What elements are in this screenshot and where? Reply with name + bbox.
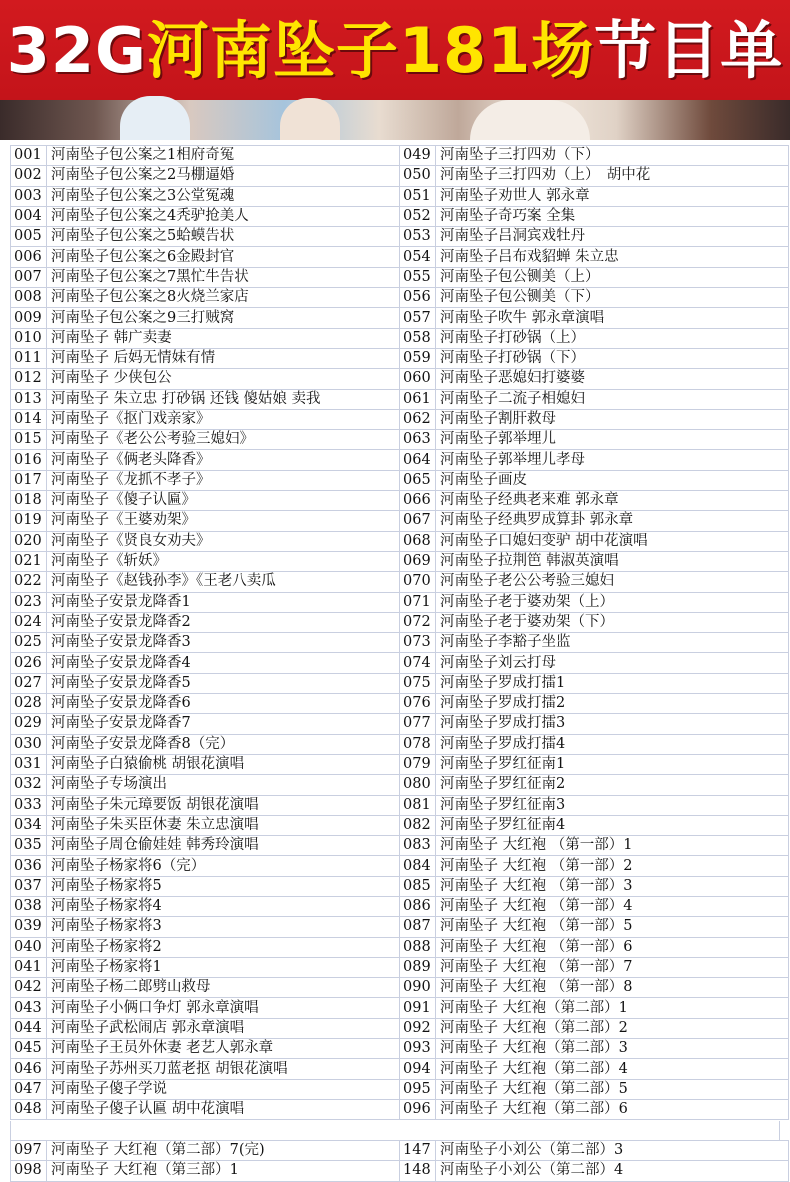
item-title-right: 河南坠子 大红袍（第二部）3 [436,1039,789,1059]
item-number-right: 063 [400,430,436,450]
item-number-right: 050 [400,166,436,186]
table-row [11,1079,789,1099]
item-number-left: 003 [11,186,47,206]
item-number-right: 051 [400,186,436,206]
table-row [11,896,789,916]
item-title-right: 河南坠子小刘公（第二部）4 [436,1161,789,1181]
table-row [11,470,789,490]
item-title-left: 河南坠子小俩口争灯 郭永章演唱 [47,998,400,1018]
table-row [11,389,789,409]
item-title-left: 河南坠子王员外休妻 老艺人郭永章 [47,1039,400,1059]
item-number-left: 022 [11,572,47,592]
item-number-left: 044 [11,1018,47,1038]
item-number-left: 098 [11,1161,47,1181]
item-title-left: 河南坠子傻子学说 [47,1079,400,1099]
item-title-right: 河南坠子包公铡美（上） [436,267,789,287]
item-number-left: 042 [11,978,47,998]
item-title-left: 河南坠子杨家将2 [47,937,400,957]
item-number-left: 027 [11,673,47,693]
item-number-right: 079 [400,754,436,774]
item-title-left: 河南坠子《抠门戏亲家》 [47,409,400,429]
item-number-right: 054 [400,247,436,267]
item-title-left: 河南坠子苏州买刀蓝老抠 胡银花演唱 [47,1059,400,1079]
item-title-right: 河南坠子罗成打擂1 [436,673,789,693]
item-number-right: 077 [400,714,436,734]
item-title-right: 河南坠子包公铡美（下） [436,288,789,308]
item-number-right: 069 [400,551,436,571]
item-title-left: 河南坠子杨家将1 [47,957,400,977]
table-row [11,491,789,511]
item-title-left: 河南坠子白猿偷桃 胡银花演唱 [47,754,400,774]
table-row [11,917,789,937]
item-title-left: 河南坠子《贤良女劝夫》 [47,531,400,551]
item-number-right: 083 [400,836,436,856]
item-number-right: 066 [400,491,436,511]
table-row [11,531,789,551]
item-title-right: 河南坠子画皮 [436,470,789,490]
item-number-right: 067 [400,511,436,531]
item-title-right: 河南坠子奇巧案 全集 [436,206,789,226]
item-title-right: 河南坠子罗成打擂4 [436,734,789,754]
item-number-right: 055 [400,267,436,287]
item-title-right: 河南坠子 大红袍 （第一部）7 [436,957,789,977]
title-main: 河南坠子181场 [146,14,595,87]
item-title-left: 河南坠子《龙抓不孝子》 [47,470,400,490]
item-number-right: 065 [400,470,436,490]
item-number-left: 043 [11,998,47,1018]
item-number-left: 033 [11,795,47,815]
table-row [11,592,789,612]
item-number-left: 029 [11,714,47,734]
item-title-right: 河南坠子刘云打母 [436,653,789,673]
item-number-left: 031 [11,754,47,774]
table-row [11,267,789,287]
item-title-left: 河南坠子 韩广卖妻 [47,328,400,348]
table-row [11,714,789,734]
item-title-right: 河南坠子小刘公（第二部）3 [436,1141,789,1161]
table-row [11,288,789,308]
item-number-right: 073 [400,633,436,653]
item-number-right: 147 [400,1141,436,1161]
table-gap [10,1121,780,1140]
item-title-left: 河南坠子《赵钱孙李》《王老八卖瓜 [47,572,400,592]
item-number-right: 093 [400,1039,436,1059]
item-title-left: 河南坠子包公案之3公堂冤魂 [47,186,400,206]
table-row [11,653,789,673]
item-title-right: 河南坠子 大红袍 （第一部）2 [436,856,789,876]
table-row [11,450,789,470]
item-title-left: 河南坠子专场演出 [47,775,400,795]
item-title-right: 河南坠子恶媳妇打婆婆 [436,369,789,389]
item-title-left: 河南坠子 少侠包公 [47,369,400,389]
item-number-right: 095 [400,1079,436,1099]
item-number-left: 001 [11,146,47,166]
item-number-right: 049 [400,146,436,166]
item-number-left: 046 [11,1059,47,1079]
item-title-left: 河南坠子安景龙降香8（完） [47,734,400,754]
item-number-right: 075 [400,673,436,693]
item-number-right: 090 [400,978,436,998]
program-list-table [10,145,789,1120]
item-number-right: 064 [400,450,436,470]
item-title-left: 河南坠子杨家将4 [47,896,400,916]
item-title-left: 河南坠子包公案之5蛤蟆告状 [47,227,400,247]
item-number-right: 082 [400,815,436,835]
item-title-left: 河南坠子杨家将3 [47,917,400,937]
item-title-right: 河南坠子老于婆劝架（下） [436,612,789,632]
item-title-right: 河南坠子口媳妇变驴 胡中花演唱 [436,531,789,551]
item-number-left: 039 [11,917,47,937]
item-number-left: 004 [11,206,47,226]
item-number-right: 058 [400,328,436,348]
item-title-left: 河南坠子杨二郎劈山救母 [47,978,400,998]
table-row [11,409,789,429]
table-row [11,348,789,368]
item-number-left: 038 [11,896,47,916]
item-title-right: 河南坠子老公公考验三媳妇 [436,572,789,592]
item-title-left: 河南坠子安景龙降香5 [47,673,400,693]
item-number-left: 047 [11,1079,47,1099]
item-number-left: 013 [11,389,47,409]
item-title-left: 河南坠子朱买臣休妻 朱立忠演唱 [47,815,400,835]
item-number-right: 091 [400,998,436,1018]
table-row [11,1099,789,1119]
table-row [11,227,789,247]
item-number-left: 017 [11,470,47,490]
item-title-right: 河南坠子 大红袍 （第一部）1 [436,836,789,856]
item-number-right: 074 [400,653,436,673]
item-title-left: 河南坠子周仓偷娃娃 韩秀玲演唱 [47,836,400,856]
item-number-right: 085 [400,876,436,896]
item-number-right: 052 [400,206,436,226]
item-title-left: 河南坠子杨家将5 [47,876,400,896]
item-number-left: 097 [11,1141,47,1161]
item-title-left: 河南坠子安景龙降香7 [47,714,400,734]
item-number-left: 030 [11,734,47,754]
item-title-right: 河南坠子打砂锅（上） [436,328,789,348]
table-row [11,754,789,774]
item-number-left: 012 [11,369,47,389]
item-number-right: 062 [400,409,436,429]
item-title-right: 河南坠子 大红袍 （第一部）5 [436,917,789,937]
item-number-left: 021 [11,551,47,571]
item-number-left: 041 [11,957,47,977]
item-title-right: 河南坠子 大红袍 （第一部）3 [436,876,789,896]
item-number-right: 086 [400,896,436,916]
item-title-left: 河南坠子杨家将6（完） [47,856,400,876]
item-title-left: 河南坠子《俩老头降香》 [47,450,400,470]
item-number-right: 076 [400,694,436,714]
item-title-right: 河南坠子劝世人 郭永章 [436,186,789,206]
item-number-right: 071 [400,592,436,612]
item-number-left: 014 [11,409,47,429]
item-title-right: 河南坠子拉荆笆 韩淑英演唱 [436,551,789,571]
item-number-right: 078 [400,734,436,754]
table-row [11,308,789,328]
item-title-right: 河南坠子三打四劝（下） [436,146,789,166]
item-title-left: 河南坠子朱元璋要饭 胡银花演唱 [47,795,400,815]
item-title-right: 河南坠子 大红袍（第二部）1 [436,998,789,1018]
item-title-right: 河南坠子吕洞宾戏牡丹 [436,227,789,247]
item-number-right: 089 [400,957,436,977]
table-row [11,369,789,389]
item-title-left: 河南坠子武松闹店 郭永章演唱 [47,1018,400,1038]
item-number-right: 060 [400,369,436,389]
table-row [11,978,789,998]
item-number-left: 018 [11,491,47,511]
item-title-right: 河南坠子 大红袍 （第一部）6 [436,937,789,957]
item-title-left: 河南坠子 后妈无情妹有情 [47,348,400,368]
table-row [11,1161,789,1181]
performer-figure [120,96,190,140]
item-number-right: 096 [400,1099,436,1119]
table-row [11,876,789,896]
title-suffix: 节目单 [594,14,784,87]
item-title-right: 河南坠子 大红袍（第二部）5 [436,1079,789,1099]
item-title-right: 河南坠子二流子相媳妇 [436,389,789,409]
item-title-right: 河南坠子罗成打擂3 [436,714,789,734]
table-row [11,328,789,348]
item-title-right: 河南坠子郭举埋儿 [436,430,789,450]
item-number-left: 020 [11,531,47,551]
table-row [11,734,789,754]
item-number-left: 016 [11,450,47,470]
table-row [11,146,789,166]
item-title-left: 河南坠子包公案之9三打贼窝 [47,308,400,328]
item-number-left: 019 [11,511,47,531]
page-title [0,6,790,96]
item-number-left: 032 [11,775,47,795]
item-number-right: 094 [400,1059,436,1079]
item-number-right: 053 [400,227,436,247]
opera-photo-strip [0,100,790,140]
item-number-right: 061 [400,389,436,409]
item-number-left: 005 [11,227,47,247]
item-title-left: 河南坠子包公案之8火烧兰家店 [47,288,400,308]
table-row [11,795,789,815]
item-title-left: 河南坠子包公案之6金殿封官 [47,247,400,267]
item-number-left: 010 [11,328,47,348]
item-title-left: 河南坠子安景龙降香6 [47,694,400,714]
item-number-right: 081 [400,795,436,815]
item-title-right: 河南坠子罗红征南1 [436,754,789,774]
item-title-right: 河南坠子打砂锅（下） [436,348,789,368]
item-title-left: 河南坠子傻子认匾 胡中花演唱 [47,1099,400,1119]
item-title-right: 河南坠子经典罗成算卦 郭永章 [436,511,789,531]
item-number-right: 057 [400,308,436,328]
item-title-left: 河南坠子《老公公考验三媳妇》 [47,430,400,450]
item-title-left: 河南坠子包公案之1相府奇冤 [47,146,400,166]
item-number-right: 059 [400,348,436,368]
item-title-right: 河南坠子罗成打擂2 [436,694,789,714]
table-row [11,1039,789,1059]
item-number-left: 024 [11,612,47,632]
item-title-right: 河南坠子 大红袍（第二部）4 [436,1059,789,1079]
item-number-left: 037 [11,876,47,896]
item-title-left: 河南坠子安景龙降香1 [47,592,400,612]
item-title-right: 河南坠子吹牛 郭永章演唱 [436,308,789,328]
item-title-right: 河南坠子郭举埋儿孝母 [436,450,789,470]
table-row [11,186,789,206]
item-number-left: 009 [11,308,47,328]
title-size: 32G [6,14,147,87]
item-number-right: 148 [400,1161,436,1181]
item-number-right: 084 [400,856,436,876]
table-row [11,775,789,795]
item-number-left: 026 [11,653,47,673]
item-number-right: 092 [400,1018,436,1038]
item-number-left: 015 [11,430,47,450]
program-list-body-continued [11,1141,789,1182]
item-title-left: 河南坠子安景龙降香4 [47,653,400,673]
item-number-right: 072 [400,612,436,632]
table-row [11,633,789,653]
item-title-left: 河南坠子 大红袍（第二部）7(完) [47,1141,400,1161]
table-row [11,430,789,450]
table-row [11,815,789,835]
program-list-table-continued [10,1140,789,1182]
item-number-left: 023 [11,592,47,612]
item-number-left: 011 [11,348,47,368]
item-number-left: 025 [11,633,47,653]
table-row [11,998,789,1018]
item-number-left: 035 [11,836,47,856]
item-number-left: 006 [11,247,47,267]
item-title-right: 河南坠子罗红征南3 [436,795,789,815]
item-title-right: 河南坠子 大红袍 （第一部）8 [436,978,789,998]
item-number-right: 070 [400,572,436,592]
table-row [11,511,789,531]
item-title-right: 河南坠子吕布戏貂蝉 朱立忠 [436,247,789,267]
item-number-left: 034 [11,815,47,835]
table-row [11,206,789,226]
item-title-left: 河南坠子包公案之4秃驴抢美人 [47,206,400,226]
item-title-left: 河南坠子 大红袍（第三部）1 [47,1161,400,1181]
item-title-left: 河南坠子《傻子认匾》 [47,491,400,511]
item-title-right: 河南坠子李豁子坐监 [436,633,789,653]
item-title-right: 河南坠子老于婆劝架（上） [436,592,789,612]
table-row [11,673,789,693]
item-number-left: 045 [11,1039,47,1059]
item-title-left: 河南坠子《王婆劝架》 [47,511,400,531]
table-row [11,572,789,592]
item-title-left: 河南坠子 朱立忠 打砂锅 还钱 傻姑娘 卖我 [47,389,400,409]
header-banner [0,0,790,140]
table-row [11,957,789,977]
item-number-right: 087 [400,917,436,937]
table-row [11,856,789,876]
item-number-right: 080 [400,775,436,795]
table-row [11,551,789,571]
table-row [11,166,789,186]
table-row [11,612,789,632]
item-title-left: 河南坠子安景龙降香3 [47,633,400,653]
table-row [11,1018,789,1038]
item-title-right: 河南坠子三打四劝（上） 胡中花 [436,166,789,186]
item-title-right: 河南坠子割肝救母 [436,409,789,429]
item-number-left: 002 [11,166,47,186]
table-row [11,937,789,957]
table-row [11,1141,789,1161]
item-number-left: 008 [11,288,47,308]
item-number-left: 007 [11,267,47,287]
table-row [11,247,789,267]
table-row [11,1059,789,1079]
table-row [11,694,789,714]
table-row [11,836,789,856]
item-title-left: 河南坠子包公案之2马棚逼婚 [47,166,400,186]
item-title-right: 河南坠子经典老来难 郭永章 [436,491,789,511]
item-title-right: 河南坠子 大红袍（第二部）2 [436,1018,789,1038]
item-number-left: 048 [11,1099,47,1119]
item-number-left: 036 [11,856,47,876]
program-list-body [11,146,789,1120]
item-title-right: 河南坠子罗红征南2 [436,775,789,795]
item-title-left: 河南坠子《斩妖》 [47,551,400,571]
item-number-left: 040 [11,937,47,957]
item-title-left: 河南坠子安景龙降香2 [47,612,400,632]
item-title-right: 河南坠子 大红袍 （第一部）4 [436,896,789,916]
item-title-right: 河南坠子 大红袍（第二部）6 [436,1099,789,1119]
item-title-right: 河南坠子罗红征南4 [436,815,789,835]
item-number-right: 088 [400,937,436,957]
performer-figure [470,100,590,140]
item-number-right: 056 [400,288,436,308]
item-number-left: 028 [11,694,47,714]
item-number-right: 068 [400,531,436,551]
item-title-left: 河南坠子包公案之7黑忙牛告状 [47,267,400,287]
